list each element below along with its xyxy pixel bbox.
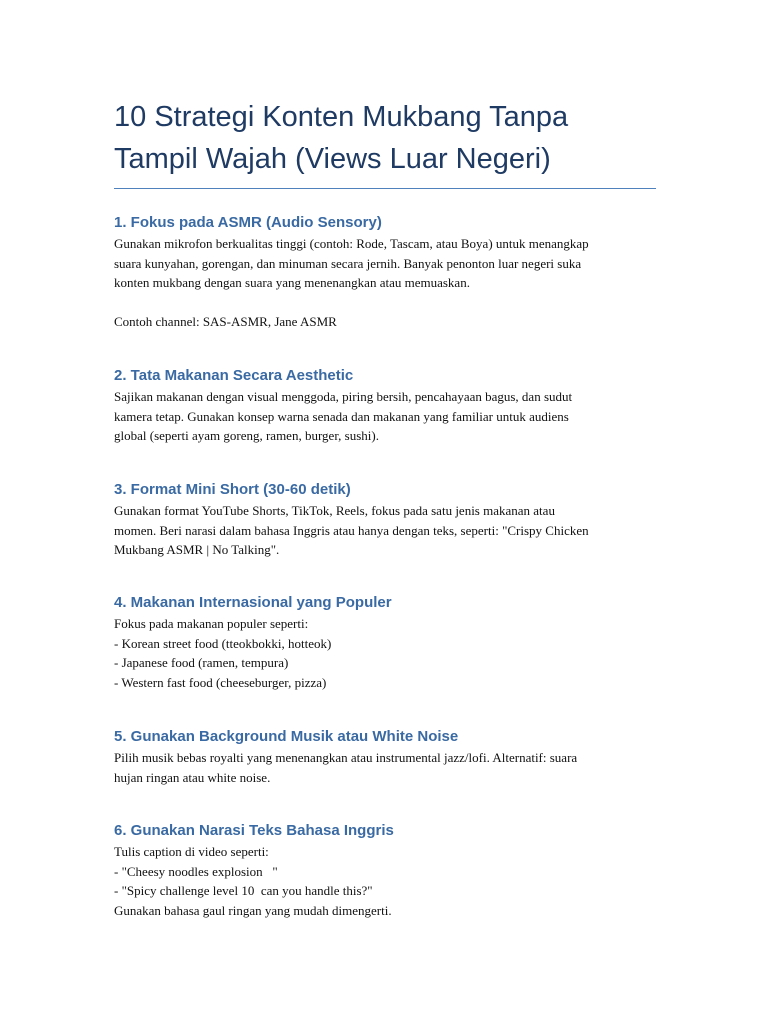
body-line: global (seperti ayam goreng, ramen, burger, sushi). [114, 428, 379, 443]
body-line: Tulis caption di video seperti: [114, 844, 269, 859]
list-item: - "Cheesy noodles explosion " [114, 863, 278, 879]
section-body [114, 387, 656, 446]
section-heading: 3. Format Mini Short (30-60 detik) [114, 481, 351, 498]
body-line: suara kunyahan, gorengan, dan minuman secara jernih. Banyak penonton luar negeri suka [114, 255, 582, 271]
body-line: hujan ringan atau white noise. [114, 769, 271, 785]
list-item: - "Spicy challenge level 10 can you handle this?" [114, 883, 373, 898]
section-body [114, 614, 656, 692]
section-english-narration [114, 820, 656, 920]
body-line: Mukbang ASMR | No Talking". [114, 542, 280, 557]
body-line: Gunakan format YouTube Shorts, TikTok, Reels, fokus pada satu jenis makanan atau [114, 503, 555, 518]
section-heading: 4. Makanan Internasional yang Populer [114, 594, 392, 611]
list-item: - Japanese food (ramen, tempura) [114, 655, 289, 670]
body-line: momen. Beri narasi dalam bahasa Inggris atau hanya dengan teks, seperti: "Crispy Chicken [114, 522, 589, 538]
section-background-music [114, 726, 656, 787]
section-body [114, 842, 656, 920]
example-channels: Contoh channel: SAS-ASMR, Jane ASMR [114, 313, 337, 329]
section-body [114, 748, 656, 787]
list-item: - Korean street food (tteokbokki, hotteok) [114, 635, 332, 651]
document-page [114, 0, 656, 918]
section-international-food [114, 592, 656, 692]
body-line: konten mukbang dengan suara yang menenangkan atau memuaskan. [114, 275, 470, 290]
section-body [114, 501, 656, 560]
section-heading: 6. Gunakan Narasi Teks Bahasa Inggris [114, 822, 394, 839]
body-line: Sajikan makanan dengan visual menggoda, piring bersih, pencahayaan bagus, dan sudut [114, 389, 573, 404]
section-body [114, 234, 656, 293]
body-line: kamera tetap. Gunakan konsep warna senada dan makanan yang familiar untuk audiens [114, 408, 569, 424]
body-line: Pilih musik bebas royalti yang menenangkan atau instrumental jazz/lofi. Alternatif: suara [114, 750, 578, 765]
list-item: - Western fast food (cheeseburger, pizza) [114, 674, 327, 690]
section-heading: 1. Fokus pada ASMR (Audio Sensory) [114, 214, 382, 231]
body-line: Fokus pada makanan populer seperti: [114, 616, 309, 631]
section-heading: 2. Tata Makanan Secara Aesthetic [114, 367, 354, 384]
body-line: Gunakan bahasa gaul ringan yang mudah dimengerti. [114, 902, 392, 918]
section-example [114, 312, 656, 332]
section-heading: 5. Gunakan Background Musik atau White Noise [114, 728, 459, 745]
document-title: 10 Strategi Konten Mukbang Tanpa Tampil Wajah (Views Luar Negeri) [114, 96, 656, 189]
section-aesthetic [114, 365, 656, 446]
body-line: Gunakan mikrofon berkualitas tinggi (contoh: Rode, Tascam, atau Boya) untuk menangkap [114, 236, 589, 251]
section-mini-short [114, 479, 656, 560]
section-asmr [114, 212, 656, 331]
